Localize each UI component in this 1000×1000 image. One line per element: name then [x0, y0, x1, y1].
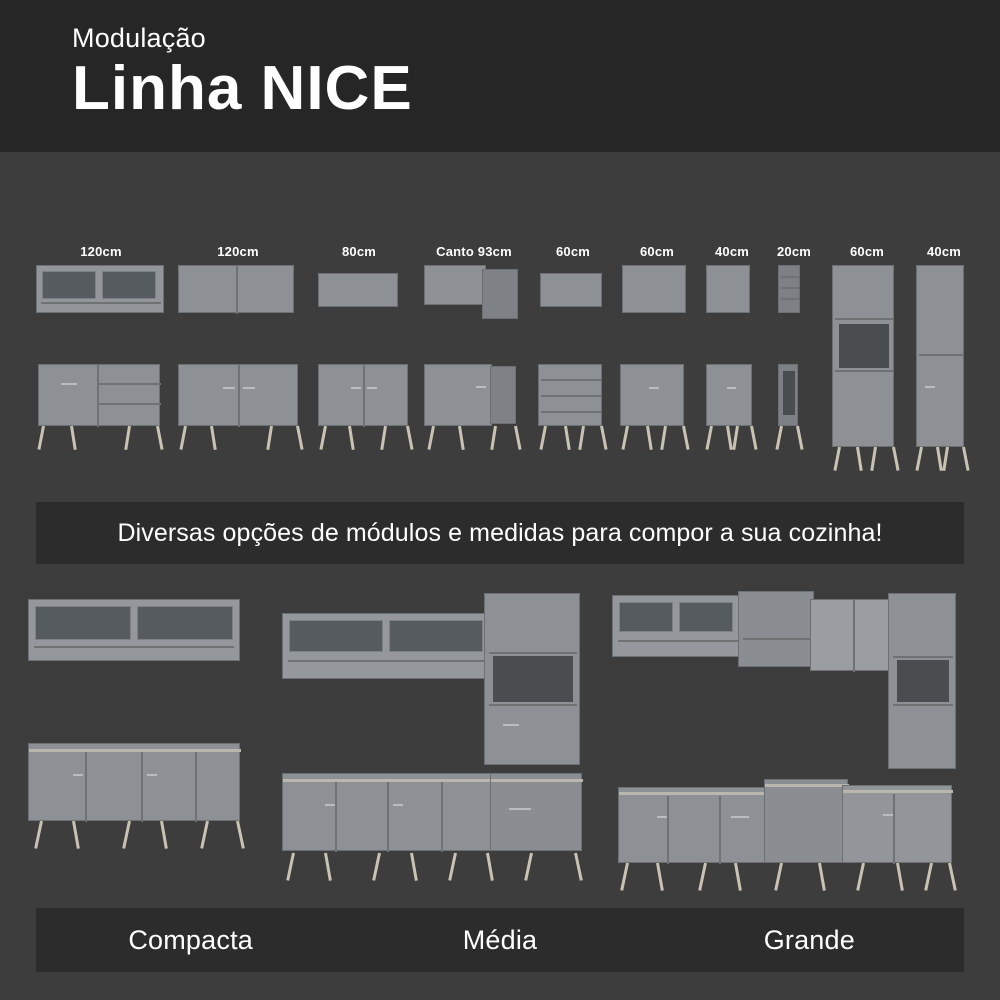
- module-column-1-base: [30, 364, 170, 452]
- module-label-2: 120cm: [217, 244, 259, 259]
- module-column-4-base: [420, 364, 520, 452]
- media-base-unit: [282, 773, 494, 851]
- footer-item-grande: Grande: [763, 924, 855, 955]
- header: [0, 0, 1000, 152]
- modules-grid: [0, 152, 1000, 492]
- wall-unit-60-b: [622, 265, 686, 313]
- module-label-8: 20cm: [776, 244, 812, 259]
- kitchen-sets: [0, 575, 1000, 905]
- wall-unit-120-doors: [178, 265, 294, 313]
- module-column-8: [770, 244, 818, 313]
- module-column-10: [916, 244, 972, 473]
- banner-text: Diversas opções de módulos e medidas para compor a sua cozinha!: [117, 518, 883, 547]
- header-subtitle: Modulação: [72, 23, 206, 53]
- media-tall-unit: [484, 593, 580, 765]
- banner: [36, 502, 964, 564]
- compacta-wall-unit: [28, 599, 240, 661]
- kitchen-set-media: [282, 585, 592, 883]
- grande-tall-unit: [888, 593, 956, 769]
- module-label-9: 60cm: [849, 244, 885, 259]
- module-column-2-base: [174, 364, 304, 452]
- module-column-3: [318, 244, 400, 307]
- kitchen-set-compacta: [28, 599, 258, 851]
- module-label-4: Canto 93cm: [436, 244, 512, 259]
- base-unit-60-drawers: [538, 364, 602, 426]
- module-column-8-base: [770, 364, 818, 452]
- wall-unit-corner-93: [424, 265, 520, 321]
- base-unit-120-doors: [178, 364, 298, 426]
- grande-base-unit-right: [842, 785, 952, 863]
- module-column-7: [706, 244, 758, 313]
- module-label-6: 60cm: [639, 244, 675, 259]
- grande-base-unit-corner: [764, 779, 848, 863]
- module-column-6-base: [620, 364, 690, 452]
- module-column-7-base: [706, 364, 758, 452]
- footer-item-media: Média: [462, 924, 538, 955]
- base-unit-60: [620, 364, 684, 426]
- module-column-2: [178, 244, 298, 313]
- footer-item-compacta: Compacta: [128, 924, 253, 955]
- base-unit-80: [318, 364, 408, 426]
- grande-base-unit-left: [618, 787, 770, 863]
- compacta-base-unit: [28, 743, 240, 821]
- grande-wall-unit-right: [810, 599, 896, 671]
- module-label-3: 80cm: [341, 244, 377, 259]
- base-unit-20-rack: [778, 364, 798, 426]
- base-unit-120-drawers: [38, 364, 160, 426]
- module-label-1: 120cm: [80, 244, 122, 259]
- base-unit-corner-93: [420, 364, 516, 426]
- base-unit-40: [706, 364, 752, 426]
- module-label-10: 40cm: [926, 244, 962, 259]
- footer: [36, 908, 964, 972]
- module-label-7: 40cm: [714, 244, 750, 259]
- wall-unit-glass-120: [36, 265, 164, 313]
- wall-unit-20-rack: [778, 265, 800, 313]
- tall-unit-60: [832, 265, 894, 447]
- page-title: Linha NICE: [72, 54, 413, 123]
- module-column-5: [540, 244, 606, 307]
- kitchen-set-grande: [612, 581, 962, 893]
- media-wall-unit: [282, 613, 490, 679]
- wall-unit-80: [318, 273, 398, 307]
- grande-wall-unit-left: [612, 595, 742, 657]
- module-label-5: 60cm: [555, 244, 591, 259]
- wall-unit-60: [540, 273, 602, 307]
- media-base-unit-right: [490, 773, 582, 851]
- module-column-5-base: [538, 364, 608, 452]
- tall-unit-40: [916, 265, 964, 447]
- module-column-6: [622, 244, 692, 313]
- module-column-9: [832, 244, 902, 473]
- module-column-1: [36, 244, 166, 313]
- wall-unit-40: [706, 265, 750, 313]
- module-column-3-base: [314, 364, 414, 452]
- grande-wall-unit-corner: [738, 591, 814, 667]
- module-column-4: [424, 244, 524, 321]
